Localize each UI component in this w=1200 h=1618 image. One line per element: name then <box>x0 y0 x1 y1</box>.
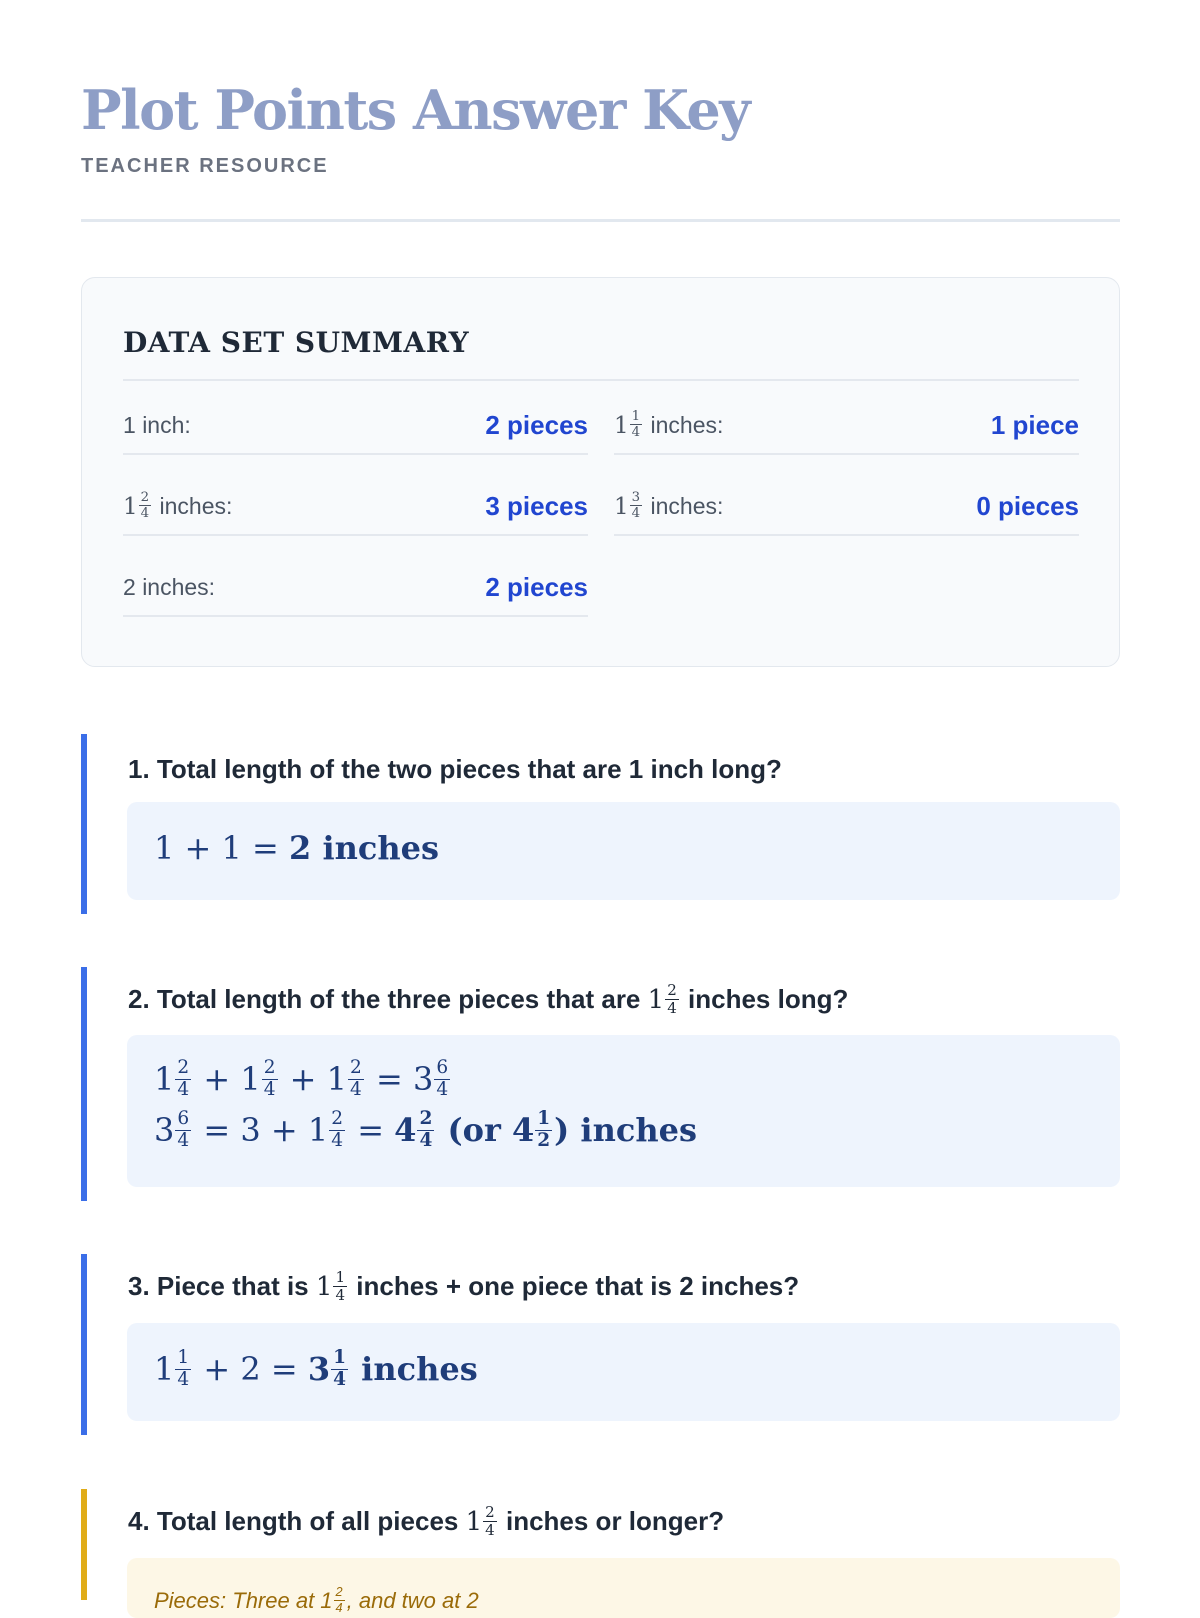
summary-row-2-inches <box>123 536 588 617</box>
data-set-summary-card <box>81 277 1120 667</box>
page-title: Plot Points Answer Key <box>81 78 750 142</box>
summary-count: 2 pieces <box>485 410 588 440</box>
answer-box <box>127 1323 1120 1421</box>
summary-label: 1 $\frac{2}{4}$ inches: <box>123 490 233 522</box>
question-1 <box>81 734 1120 914</box>
question-2 <box>81 967 1120 1201</box>
summary-count: 0 pieces <box>976 491 1079 521</box>
summary-row-1-inch <box>123 374 588 455</box>
answer-math: 1 $\frac{1}{4}$ + 2 = 3 $\frac{1}{4}$ inches <box>154 1347 478 1390</box>
summary-label: 1 inch: <box>123 412 191 438</box>
summary-count: 3 pieces <box>485 491 588 521</box>
summary-row-1-1-4-inches <box>614 374 1079 455</box>
question-4 <box>81 1489 1120 1615</box>
summary-label: 1 $\frac{1}{4}$ inches: <box>614 409 724 441</box>
answer-box <box>127 1035 1120 1187</box>
question-text: 2. Total length of the three pieces that are 1 $\frac{2}{4}$ inches long? <box>128 980 849 1017</box>
summary-row-1-3-4-inches <box>614 455 1079 536</box>
answer-math: 1 + 1 = 2 inches <box>154 829 439 867</box>
answer-math-line-2: 3 $\frac{6}{4}$ = 3 + 1 $\frac{2}{4}$ = 4 $\frac{2}{4}$ (or 4 $\frac{1}{2}$ ) inches <box>154 1108 697 1151</box>
answer-note: Pieces: Three at 1 $\frac{2}{4}$ , and two at 2 <box>154 1584 479 1615</box>
answer-box <box>127 802 1120 900</box>
header-divider <box>81 219 1120 222</box>
answer-result: 4 $\frac{2}{4}$ (or 4 $\frac{1}{2}$ ) inches <box>394 1108 697 1151</box>
answer-math-line-1: 1 $\frac{2}{4}$ + 1 $\frac{2}{4}$ + 1 $\frac{2}{4}$ = 3 $\frac{6}{4}$ <box>154 1057 449 1100</box>
summary-count: 1 piece <box>990 410 1079 440</box>
answer-result: 2 inches <box>289 829 439 867</box>
summary-row-1-2-4-inches <box>123 455 588 536</box>
page-subtitle: TEACHER RESOURCE <box>81 155 329 177</box>
question-accent-bar <box>81 967 87 1201</box>
answer-result: 3 $\frac{1}{4}$ inches <box>307 1347 478 1390</box>
summary-count: 2 pieces <box>485 572 588 602</box>
summary-label: 1 $\frac{3}{4}$ inches: <box>614 490 724 522</box>
question-text: 3. Piece that is 1 $\frac{1}{4}$ inches + one piece that is 2 inches? <box>128 1267 800 1304</box>
question-text: 4. Total length of all pieces 1 $\frac{2}{4}$ inches or longer? <box>128 1502 725 1539</box>
summary-title: DATA SET SUMMARY <box>123 326 470 359</box>
question-3 <box>81 1254 1120 1435</box>
answer-box <box>127 1558 1120 1618</box>
question-accent-bar <box>81 734 87 914</box>
question-accent-bar <box>81 1254 87 1435</box>
question-text: 1. Total length of the two pieces that are 1 inch long? <box>128 754 782 784</box>
question-accent-bar <box>81 1489 87 1600</box>
summary-label: 2 inches: <box>123 574 216 600</box>
